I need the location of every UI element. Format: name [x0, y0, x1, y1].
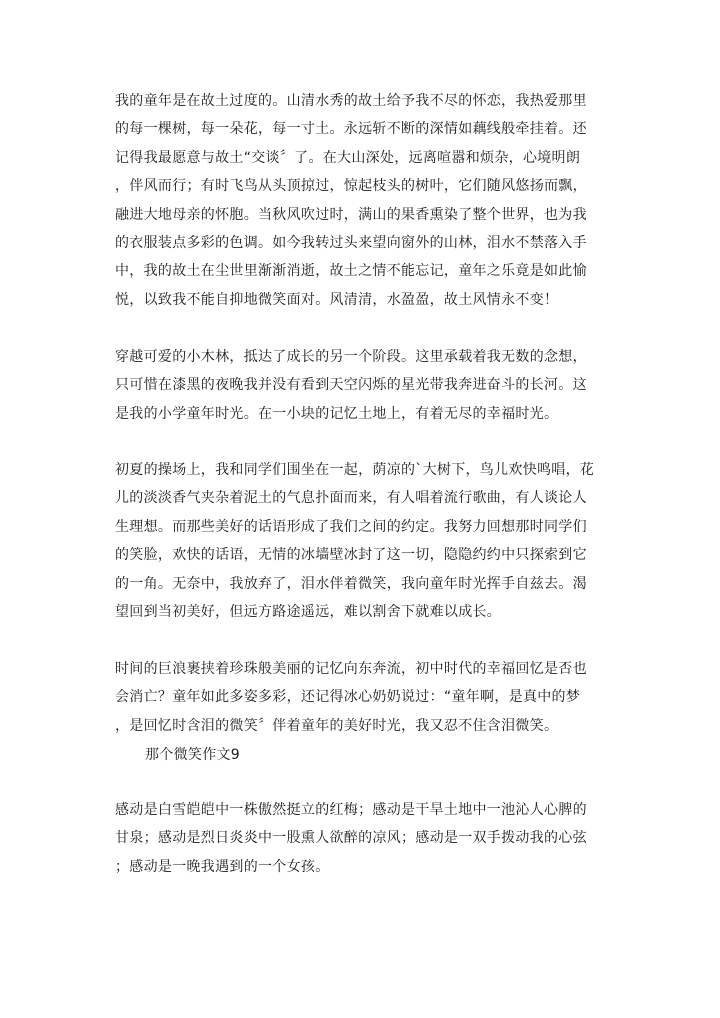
paragraph-junior-high: [115, 655, 610, 740]
text-line: 我的童年是在故土过度的。山清水秀的故土给予我不尽的怀恋，我热爱那里: [115, 93, 587, 109]
text-line: 的笑脸，欢快的话语，无情的冰墙壁冰封了这一切，隐隐约约中只探索到它: [115, 547, 587, 564]
text-line: 只可惜在漆黑的夜晚我并没有看到天空闪烁的星光带我奔进奋斗的长河。这: [115, 377, 587, 394]
text-line: ；感动是一晚我遇到的一个女孩。: [115, 858, 330, 875]
text-line: 儿的淡淡香气夹杂着泥土的气息扑面而来，有人唱着流行歌曲，有人谈论人: [115, 490, 587, 507]
text-line: 甘泉；感动是烈日炎炎中一股熏人欲醉的凉风；感动是一双手拨动我的心弦: [115, 830, 587, 847]
text-line: 的一角。无奈中，我放弃了，泪水伴着微笑，我向童年时光挥手自兹去。渴: [115, 575, 587, 592]
text-line: 初夏的操场上，我和同学们围坐在一起，荫凉的`大树下，鸟儿欢快鸣唱，花: [115, 462, 595, 478]
text-line: 的衣服装点多彩的色调。如今我转过头来望向窗外的山林，泪水不禁落入手: [115, 234, 587, 251]
text-line: 望回到当初美好，但远方路途遥远，难以割舍下就难以成长。: [115, 603, 502, 620]
text-line: 是我的小学童年时光。在一小块的记忆土地上，有着无尽的幸福时光。: [115, 405, 559, 422]
text-line: 时间的巨浪裹挟着珍珠般美丽的记忆向东奔流，初中时代的幸福回忆是否也: [115, 661, 587, 677]
paragraph-playground: [115, 456, 610, 626]
text-line: 悦，以致我不能自抑地微笑面对。风清清，水盈盈，故土风情永不变！: [115, 291, 559, 308]
paragraph-primary-school: [115, 343, 610, 428]
text-line: 穿越可爱的小木林，抵达了成长的另一个阶段。这里承载着我无数的念想，: [115, 349, 587, 365]
text-line: ，是回忆时含泪的微笑〞伴着童年的美好时光，我又忍不住含泪微笑。: [115, 717, 559, 734]
text-line: 感动是白雪皑皑中一株傲然挺立的红梅；感动是干旱土地中一池沁人心脾的: [115, 802, 587, 818]
text-line: ，伴风而行；有时飞鸟从头顶掠过，惊起枝头的树叶，它们随风悠扬而飘，: [115, 178, 587, 195]
text-line: 融进大地母亲的怀胞。当秋风吹过时，满山的果香熏染了整个世界，也为我: [115, 206, 587, 223]
paragraph-touching: [115, 796, 610, 881]
text-line: 中，我的故土在尘世里渐渐消逝，故土之情不能忘记，童年之乐竟是如此愉: [115, 263, 587, 280]
text-line: 记得我最愿意与故土“交谈〞了。在大山深处，远离喧嚣和烦杂，心境明朗: [115, 149, 581, 166]
text-line: 会消亡？童年如此多姿多彩，还记得冰心奶奶说过：“童年啊，是真中的梦: [115, 689, 581, 706]
text-line: 的每一棵树，每一朵花，每一寸土。永远斩不断的深情如藕线般牵挂着。还: [115, 121, 587, 138]
text-line: 生理想。而那些美好的话语形成了我们之间的约定。我努力回想那时同学们: [115, 518, 587, 535]
paragraph-hometown: [115, 87, 610, 314]
essay-heading: 那个微笑作文9: [145, 747, 241, 763]
